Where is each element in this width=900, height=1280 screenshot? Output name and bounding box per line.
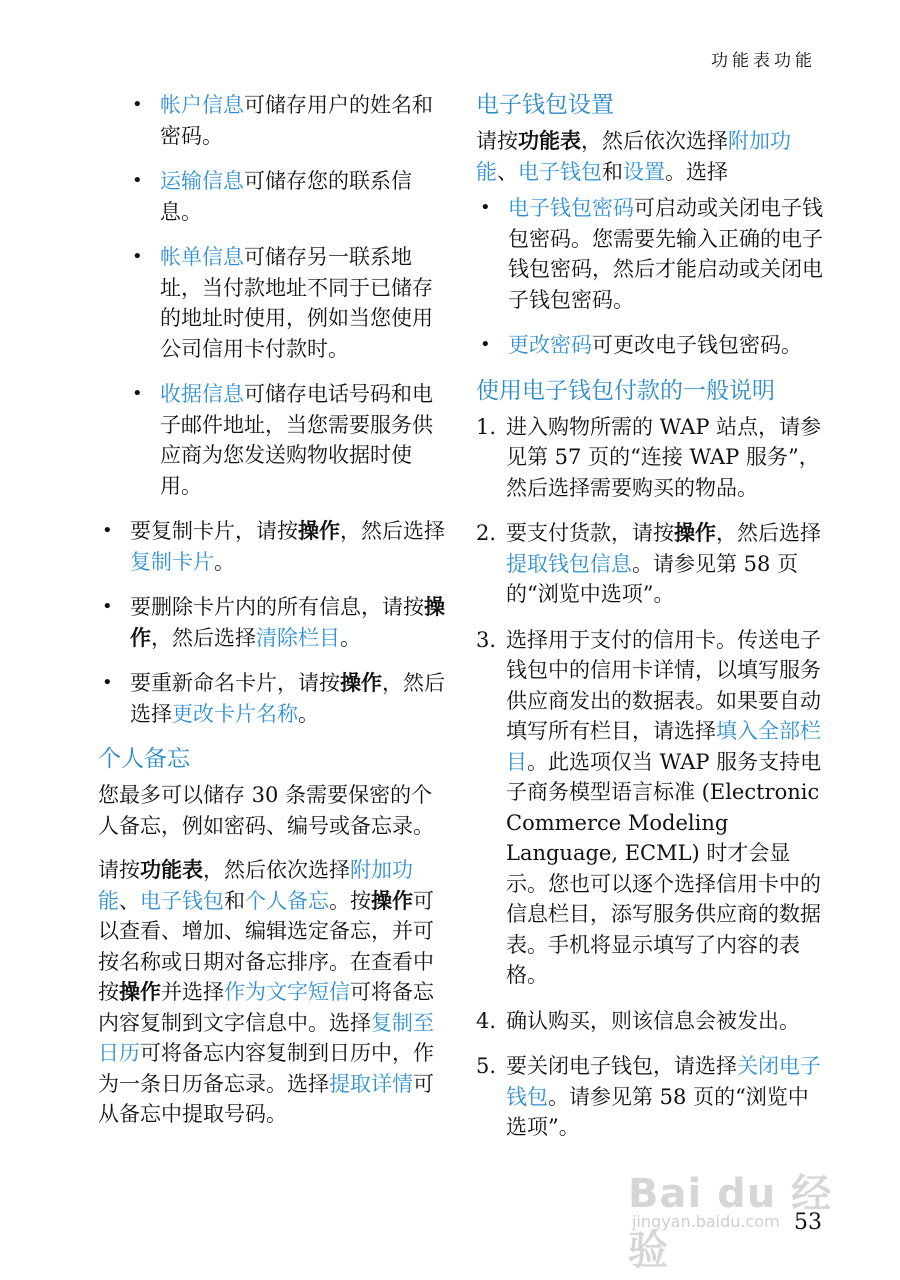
list-item: 2. 要支付货款，请按操作，然后选择提取钱包信息。请参见第 58 页的“浏览中选项”。: [476, 520, 821, 606]
page-number: 53: [794, 1210, 822, 1235]
link-text[interactable]: 更改卡片名称: [172, 701, 298, 726]
link-text[interactable]: 更改密码: [508, 333, 592, 357]
bullet-icon: •: [102, 596, 113, 617]
link-text[interactable]: 个人备忘: [245, 888, 329, 913]
list-item: • 要复制卡片，请按操作，然后选择复制卡片。: [102, 518, 445, 574]
section-heading-wallet-settings: 电子钱包设置: [476, 92, 614, 118]
paragraph: 请按功能表，然后依次选择附加功能、电子钱包和个人备忘。按操作可以查看、增加、编辑选定备忘，并可按名称或日期对备忘排序。在查看中按操作并选择作为文字短信可将备忘内容复制到文字信息中。选择复制至日历可将备忘内容复制到日历中，作为一条日历备忘录。选择提取详情可从备忘中提取号码。: [98, 857, 434, 1126]
right-column: [476, 90, 824, 1158]
link-text[interactable]: 设置: [623, 159, 665, 184]
link-text[interactable]: 关闭电子钱包: [506, 1054, 821, 1109]
list-item: • 要删除卡片内的所有信息，请按操作，然后选择清除栏目。: [102, 594, 445, 650]
link-text[interactable]: 复制卡片: [130, 549, 214, 574]
numbered-list: [476, 412, 824, 1143]
link-text[interactable]: 帐户信息: [160, 93, 244, 117]
link-text[interactable]: 复制至日历: [98, 1010, 434, 1065]
sub-bullet-list: [98, 90, 446, 501]
link-text[interactable]: 附加功能: [476, 129, 791, 184]
list-item: 1. 进入购物所需的 WAP 站点，请参见第 57 页的“连接 WAP 服务”，然后选择需要购买的物品。: [476, 414, 822, 500]
bullet-icon: •: [132, 170, 143, 191]
watermark-logo: Bai du 经验: [628, 1171, 833, 1274]
list-item: 5. 要关闭电子钱包，请选择关闭电子钱包。请参见第 58 页的“浏览中选项”。: [476, 1054, 821, 1139]
list-item: 4. 确认购买，则该信息会被发出。: [476, 1008, 800, 1033]
link-text[interactable]: 提取钱包信息: [506, 551, 632, 576]
bullet-icon: •: [132, 246, 143, 267]
bullet-icon: •: [132, 383, 143, 404]
section-heading-notes: 个人备忘: [98, 746, 190, 772]
link-text[interactable]: 收据信息: [160, 382, 244, 406]
link-text[interactable]: 提取详情: [329, 1071, 413, 1096]
bullet-icon: •: [480, 334, 491, 355]
list-item: • 更改密码可更改电子钱包密码。: [476, 330, 824, 361]
link-text[interactable]: 附加功能: [98, 858, 413, 913]
list-item: • 电子钱包密码可启动或关闭电子钱包密码。您需要先输入正确的电子钱包密码，然后才能启动或关闭电子钱包密码。: [476, 193, 824, 315]
bullet-list: [476, 193, 824, 361]
link-text[interactable]: 帐单信息: [160, 245, 244, 269]
list-item: • 帐单信息可储存另一联系地址，当付款地址不同于已储存的地址时使用，例如当您使用公司信用卡付款时。: [98, 242, 446, 364]
link-text[interactable]: 电子钱包密码: [508, 196, 634, 220]
watermark: [628, 1150, 858, 1274]
list-item: • 运输信息可储存您的联系信息。: [98, 166, 446, 227]
paragraph: 请按功能表，然后依次选择附加功能、电子钱包和设置。选择: [476, 128, 791, 184]
bullet-icon: •: [480, 197, 491, 218]
link-text[interactable]: 电子钱包: [140, 888, 224, 913]
list-item: • 收据信息可储存电话号码和电子邮件地址，当您需要服务供应商为您发送购物收据时使用。: [98, 379, 446, 501]
link-text[interactable]: 电子钱包: [518, 159, 602, 184]
list-item: • 帐户信息可储存用户的姓名和密码。: [98, 90, 446, 151]
section-heading-payment: 使用电子钱包付款的一般说明: [476, 377, 775, 404]
running-header: 功能表功能: [711, 51, 816, 71]
list-item: • 要重新命名卡片，请按操作，然后选择更改卡片名称。: [102, 670, 445, 726]
bullet-icon: •: [132, 94, 143, 115]
watermark-url: jingyan.baidu.com: [632, 1212, 780, 1231]
bullet-icon: •: [102, 672, 113, 693]
link-text[interactable]: 运输信息: [160, 169, 244, 193]
bullet-list: [98, 516, 446, 729]
bullet-icon: •: [102, 520, 113, 541]
left-column: [98, 90, 446, 1144]
paragraph: 您最多可以储存 30 条需要保密的个人备忘，例如密码、编号或备忘录。: [98, 783, 434, 838]
list-item: 3. 选择用于支付的信用卡。传送电子钱包中的信用卡详情，以填写服务供应商发出的数据表。如果要自动填写所有栏目，请选择填入全部栏目。此选项仅当 WAP 服务支持电子商务模型语言标准 (Electronic Commerce Modeling Language, ECML) 时才会显示。您也可以逐个选择信用卡中的信息栏目，添写服务供应商的数据表。手机将显示填写了内容的表格。: [476, 627, 822, 987]
link-text[interactable]: 填入全部栏目: [506, 719, 821, 774]
link-text[interactable]: 作为文字短信: [224, 980, 350, 1004]
link-text[interactable]: 清除栏目: [256, 625, 340, 650]
